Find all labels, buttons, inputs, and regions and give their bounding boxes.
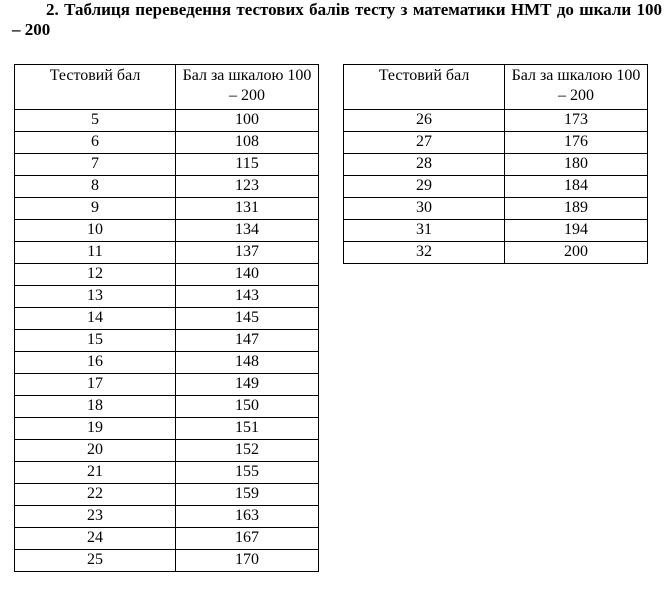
header-test-score: Тестовий бал [15, 65, 176, 110]
table-row [15, 352, 319, 374]
scaled-score-cell: 100 [176, 110, 319, 132]
test-score-cell: 13 [15, 286, 176, 308]
table-row [15, 242, 319, 264]
test-score-cell: 18 [15, 396, 176, 418]
scaled-score-cell: 159 [176, 484, 319, 506]
table-row [15, 440, 319, 462]
section-heading [12, 0, 662, 40]
table-row [15, 264, 319, 286]
table-row [15, 110, 319, 132]
table-row [344, 154, 648, 176]
scaled-score-cell: 131 [176, 198, 319, 220]
test-score-cell: 6 [15, 132, 176, 154]
table-row [344, 176, 648, 198]
table-row [344, 198, 648, 220]
test-score-cell: 16 [15, 352, 176, 374]
conversion-table-left [14, 64, 319, 572]
scaled-score-cell: 137 [176, 242, 319, 264]
test-score-cell: 32 [344, 242, 505, 264]
test-score-cell: 15 [15, 330, 176, 352]
scaled-score-cell: 147 [176, 330, 319, 352]
table-header-row [344, 65, 648, 110]
table-body [15, 110, 319, 572]
scaled-score-cell: 194 [505, 220, 648, 242]
scaled-score-cell: 134 [176, 220, 319, 242]
table-row [15, 550, 319, 572]
table-body [344, 110, 648, 264]
scaled-score-cell: 163 [176, 506, 319, 528]
scaled-score-cell: 173 [505, 110, 648, 132]
test-score-cell: 24 [15, 528, 176, 550]
table-row [15, 418, 319, 440]
table-header-row [15, 65, 319, 110]
scaled-score-cell: 167 [176, 528, 319, 550]
test-score-cell: 8 [15, 176, 176, 198]
test-score-cell: 5 [15, 110, 176, 132]
test-score-cell: 17 [15, 374, 176, 396]
table-row [15, 132, 319, 154]
table-row [15, 176, 319, 198]
table-row [15, 286, 319, 308]
table-row [15, 396, 319, 418]
scaled-score-cell: 143 [176, 286, 319, 308]
table-row [15, 154, 319, 176]
scaled-score-cell: 149 [176, 374, 319, 396]
conversion-table-right [343, 64, 648, 264]
table-row [344, 110, 648, 132]
test-score-cell: 9 [15, 198, 176, 220]
scaled-score-cell: 170 [176, 550, 319, 572]
scaled-score-cell: 151 [176, 418, 319, 440]
scaled-score-cell: 189 [505, 198, 648, 220]
header-test-score: Тестовий бал [344, 65, 505, 110]
test-score-cell: 10 [15, 220, 176, 242]
table-row [15, 528, 319, 550]
test-score-cell: 7 [15, 154, 176, 176]
test-score-cell: 28 [344, 154, 505, 176]
table-row [15, 220, 319, 242]
scaled-score-cell: 108 [176, 132, 319, 154]
test-score-cell: 30 [344, 198, 505, 220]
table-row [15, 462, 319, 484]
scaled-score-cell: 180 [505, 154, 648, 176]
table-row [15, 484, 319, 506]
scaled-score-cell: 200 [505, 242, 648, 264]
scaled-score-cell: 123 [176, 176, 319, 198]
scaled-score-cell: 155 [176, 462, 319, 484]
test-score-cell: 11 [15, 242, 176, 264]
table-row [15, 374, 319, 396]
test-score-cell: 31 [344, 220, 505, 242]
scaled-score-cell: 176 [505, 132, 648, 154]
scaled-score-cell: 150 [176, 396, 319, 418]
table-row [15, 198, 319, 220]
table-row [15, 308, 319, 330]
test-score-cell: 21 [15, 462, 176, 484]
scaled-score-cell: 152 [176, 440, 319, 462]
section-title: Таблиця переведення тестових балів тесту з математики НМТ до шкали 100 – 200 [12, 0, 663, 39]
test-score-cell: 20 [15, 440, 176, 462]
test-score-cell: 27 [344, 132, 505, 154]
test-score-cell: 14 [15, 308, 176, 330]
table-row [344, 242, 648, 264]
table-row [15, 330, 319, 352]
scaled-score-cell: 140 [176, 264, 319, 286]
test-score-cell: 19 [15, 418, 176, 440]
section-number: 2. [46, 0, 59, 19]
table-row [15, 506, 319, 528]
scaled-score-cell: 115 [176, 154, 319, 176]
table-row [344, 132, 648, 154]
header-scaled-score: Бал за шкалою 100 – 200 [505, 65, 648, 110]
test-score-cell: 26 [344, 110, 505, 132]
table-row [344, 220, 648, 242]
scaled-score-cell: 148 [176, 352, 319, 374]
test-score-cell: 12 [15, 264, 176, 286]
test-score-cell: 29 [344, 176, 505, 198]
header-scaled-score: Бал за шкалою 100 – 200 [176, 65, 319, 110]
test-score-cell: 23 [15, 506, 176, 528]
test-score-cell: 22 [15, 484, 176, 506]
test-score-cell: 25 [15, 550, 176, 572]
scaled-score-cell: 145 [176, 308, 319, 330]
scaled-score-cell: 184 [505, 176, 648, 198]
